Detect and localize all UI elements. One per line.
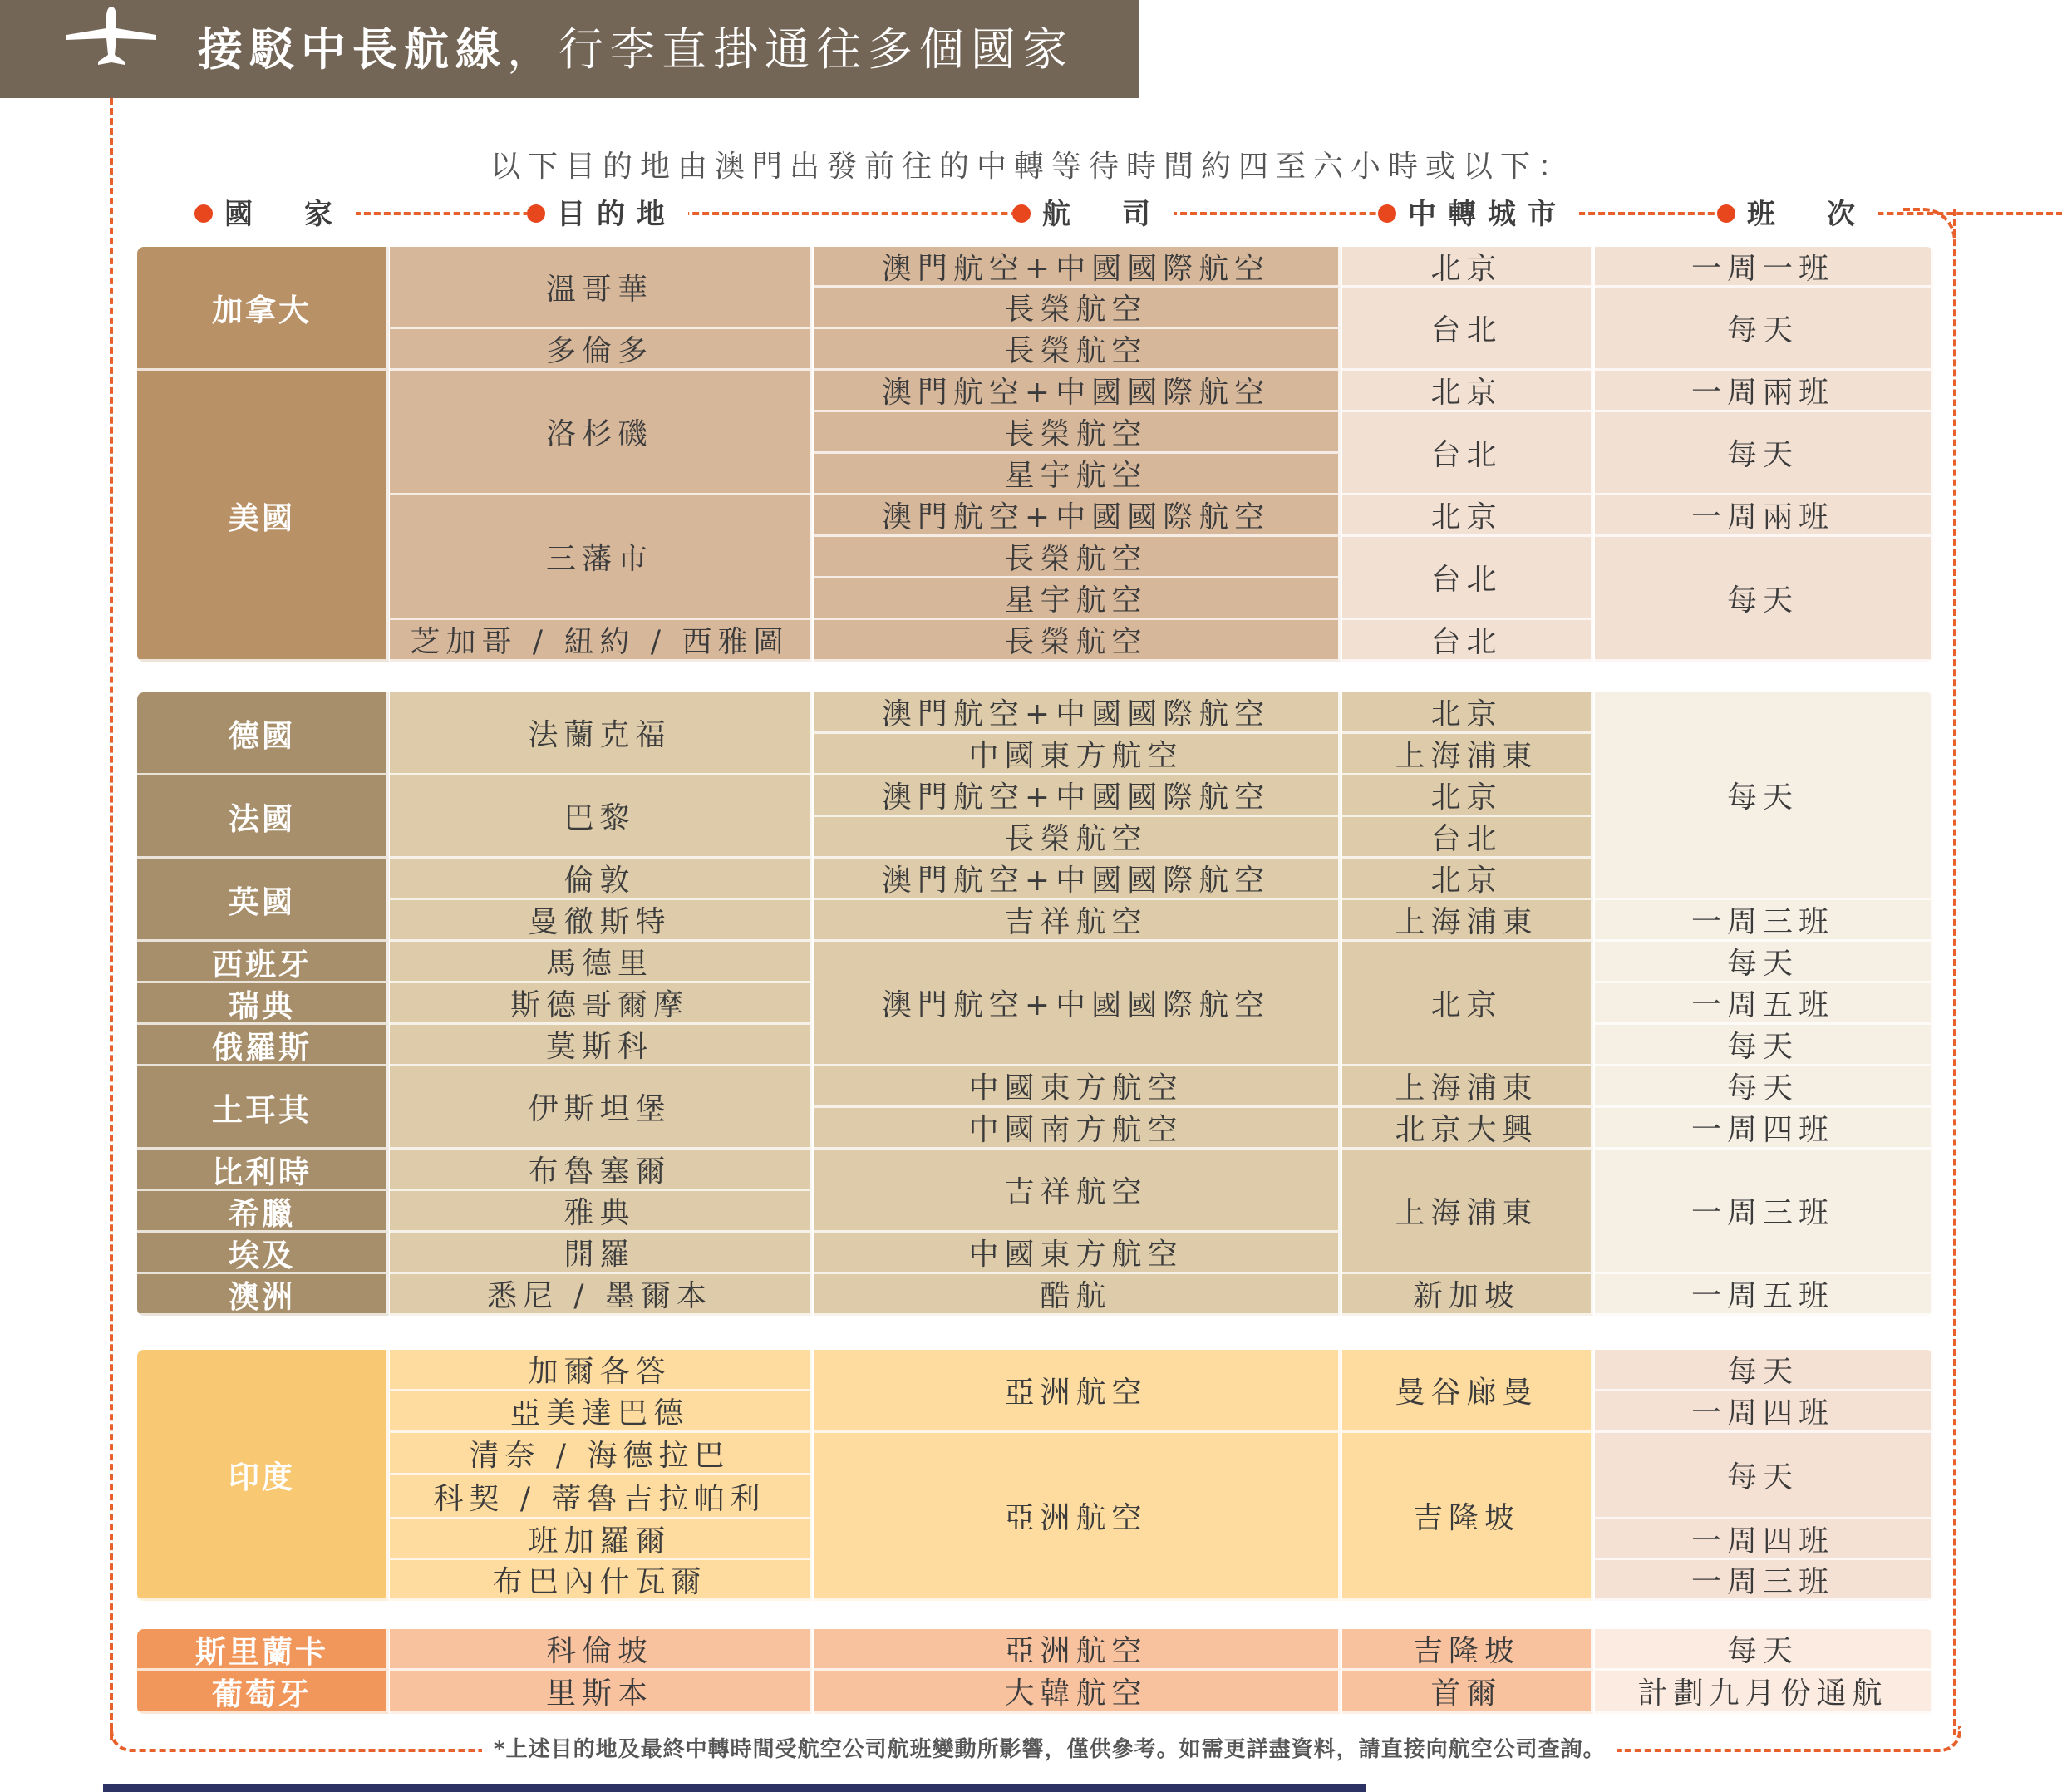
transfer-city: 台北 (1342, 412, 1593, 495)
frequency: 每天 (1595, 1066, 1933, 1108)
airline: 吉祥航空 (814, 1150, 1341, 1233)
dest-cairo: 開羅 (390, 1233, 812, 1274)
airline: 星宇航空 (814, 454, 1341, 495)
airplane-icon (65, 7, 158, 66)
country-portugal: 葡萄牙 (137, 1671, 389, 1714)
airline: 澳門航空+中國國際航空 (814, 247, 1341, 288)
bullet-icon (1378, 204, 1396, 223)
airline: 長榮航空 (814, 620, 1341, 662)
airline: 澳門航空+中國國際航空 (814, 775, 1341, 817)
country-germany: 德國 (137, 692, 389, 775)
airline: 澳門航空+中國國際航空 (814, 942, 1341, 1066)
transfer-city: 北京大興 (1342, 1108, 1593, 1150)
dest-los-angeles: 洛杉磯 (390, 371, 812, 495)
frequency: 一周四班 (1595, 1391, 1933, 1433)
transfer-city: 上海浦東 (1342, 900, 1593, 942)
airline: 亞洲航空 (814, 1433, 1341, 1601)
dest-toronto: 多倫多 (390, 329, 812, 371)
dest-bhubaneswar: 布巴內什瓦爾 (390, 1560, 812, 1601)
footnote: *上述目的地及最終中轉時間受航空公司航班變動所影響，僅供參考。如需更詳盡資料，請直接向航空公司查詢。 (482, 1732, 1617, 1763)
frequency: 一周一班 (1595, 247, 1933, 288)
dest-paris: 巴黎 (390, 775, 812, 859)
country-spain: 西班牙 (137, 942, 389, 983)
header-frequency: 班 次 (1717, 191, 1878, 232)
transfer-city: 台北 (1342, 288, 1593, 371)
frequency: 一周四班 (1595, 1519, 1933, 1560)
transfer-city: 北京 (1342, 859, 1593, 900)
intro-text: 以下目的地由澳門出發前往的中轉等待時間約四至六小時或以下： (490, 150, 1576, 184)
dest-brussels: 布魯塞爾 (390, 1150, 812, 1191)
airline: 中國東方航空 (814, 734, 1341, 775)
airline: 長榮航空 (814, 817, 1341, 859)
airline: 亞洲航空 (814, 1350, 1341, 1433)
airline: 澳門航空+中國國際航空 (814, 371, 1341, 412)
frequency: 每天 (1595, 537, 1933, 662)
transfer-city: 北京 (1342, 495, 1593, 537)
dest-stockholm: 斯德哥爾摩 (390, 983, 812, 1025)
transfer-city: 首爾 (1342, 1671, 1593, 1714)
bullet-icon (194, 204, 213, 223)
airline: 澳門航空+中國國際航空 (814, 692, 1341, 734)
transfer-city: 上海浦東 (1342, 1066, 1593, 1108)
frequency: 每天 (1595, 1629, 1933, 1671)
transfer-city: 北京 (1342, 247, 1593, 288)
header-airline: 航 司 (1012, 191, 1174, 232)
transfer-city: 台北 (1342, 537, 1593, 620)
transfer-city: 北京 (1342, 775, 1593, 817)
airline: 亞洲航空 (814, 1629, 1341, 1671)
airline: 長榮航空 (814, 412, 1341, 454)
transfer-city: 上海浦東 (1342, 734, 1593, 775)
airline: 澳門航空+中國國際航空 (814, 859, 1341, 900)
dest-sydney-melbourne: 悉尼 / 墨爾本 (390, 1274, 812, 1316)
dest-kochi-trichy: 科契 / 蒂魯吉拉帕利 (390, 1475, 812, 1519)
frequency: 一周三班 (1595, 1150, 1933, 1274)
transfer-city: 北京 (1342, 692, 1593, 734)
transfer-city: 上海浦東 (1342, 1150, 1593, 1274)
bullet-icon (527, 204, 545, 223)
column-headers (189, 191, 1918, 233)
transfer-city: 北京 (1342, 942, 1593, 1066)
dest-lisbon: 里斯本 (390, 1671, 812, 1714)
transfer-city: 吉隆坡 (1342, 1433, 1593, 1601)
country-india: 印度 (137, 1350, 389, 1601)
airline: 中國南方航空 (814, 1108, 1341, 1150)
dest-frankfurt: 法蘭克福 (390, 692, 812, 775)
frequency: 每天 (1595, 412, 1933, 495)
airline: 長榮航空 (814, 329, 1341, 371)
dest-san-francisco: 三藩市 (390, 495, 812, 620)
frequency: 計劃九月份通航 (1595, 1671, 1933, 1714)
dest-chicago-ny-seattle: 芝加哥 / 紐約 / 西雅圖 (390, 620, 812, 662)
transfer-city: 曼谷廊曼 (1342, 1350, 1593, 1433)
transfer-city: 北京 (1342, 371, 1593, 412)
frame-left-border (110, 98, 113, 1740)
airline: 澳門航空+中國國際航空 (814, 495, 1341, 537)
dest-athens: 雅典 (390, 1191, 812, 1233)
header-transfer-city: 中轉城市 (1378, 191, 1579, 232)
dest-madrid: 馬德里 (390, 942, 812, 983)
dest-istanbul: 伊斯坦堡 (390, 1066, 812, 1150)
transfer-city: 台北 (1342, 817, 1593, 859)
dest-london: 倫敦 (390, 859, 812, 900)
frequency: 一周五班 (1595, 1274, 1933, 1316)
transfer-city: 新加坡 (1342, 1274, 1593, 1316)
country-usa: 美國 (137, 371, 389, 662)
country-sweden: 瑞典 (137, 983, 389, 1025)
frequency: 一周五班 (1595, 983, 1933, 1025)
dest-moscow: 莫斯科 (390, 1025, 812, 1066)
dest-colombo: 科倫坡 (390, 1629, 812, 1671)
airline: 大韓航空 (814, 1671, 1341, 1714)
country-greece: 希臘 (137, 1191, 389, 1233)
dest-manchester: 曼徹斯特 (390, 900, 812, 942)
bullet-icon (1717, 204, 1735, 223)
airline: 中國東方航空 (814, 1233, 1341, 1274)
country-russia: 俄羅斯 (137, 1025, 389, 1066)
header-country: 國 家 (194, 191, 356, 232)
section-banner (0, 0, 1139, 98)
country-france: 法國 (137, 775, 389, 859)
transfer-city: 吉隆坡 (1342, 1629, 1593, 1671)
airline: 星宇航空 (814, 578, 1341, 620)
frequency: 每天 (1595, 1025, 1933, 1066)
frequency: 每天 (1595, 942, 1933, 983)
frequency: 一周三班 (1595, 900, 1933, 942)
dest-chennai-hyderabad: 清奈 / 海德拉巴 (390, 1433, 812, 1475)
dest-kolkata: 加爾各答 (390, 1350, 812, 1391)
frequency: 每天 (1595, 692, 1933, 900)
airline: 吉祥航空 (814, 900, 1341, 942)
bullet-icon (1012, 204, 1031, 223)
frequency: 一周四班 (1595, 1108, 1933, 1150)
dest-vancouver: 溫哥華 (390, 247, 812, 329)
airline: 長榮航空 (814, 537, 1341, 578)
airline: 中國東方航空 (814, 1066, 1341, 1108)
country-sri-lanka: 斯里蘭卡 (137, 1629, 389, 1671)
dest-ahmedabad: 亞美達巴德 (390, 1391, 812, 1433)
frequency: 每天 (1595, 1433, 1933, 1519)
frame-right-border (1953, 209, 1956, 1735)
header-destination: 目的地 (527, 191, 688, 232)
bottom-bar (103, 1784, 1366, 1792)
country-canada: 加拿大 (137, 247, 389, 371)
country-egypt: 埃及 (137, 1233, 389, 1274)
frequency: 一周兩班 (1595, 371, 1933, 412)
frequency: 每天 (1595, 1350, 1933, 1391)
airline: 酷航 (814, 1274, 1341, 1316)
country-uk: 英國 (137, 859, 389, 942)
country-turkey: 土耳其 (137, 1066, 389, 1150)
airline: 長榮航空 (814, 288, 1341, 329)
frequency: 一周三班 (1595, 1560, 1933, 1601)
transfer-city: 台北 (1342, 620, 1593, 662)
banner-title: 接駁中長航線，行李直掛通往多個國家 (198, 23, 1074, 76)
country-australia: 澳洲 (137, 1274, 389, 1316)
dest-bangalore: 班加羅爾 (390, 1519, 812, 1560)
country-belgium: 比利時 (137, 1150, 389, 1191)
frequency: 每天 (1595, 288, 1933, 371)
frequency: 一周兩班 (1595, 495, 1933, 537)
